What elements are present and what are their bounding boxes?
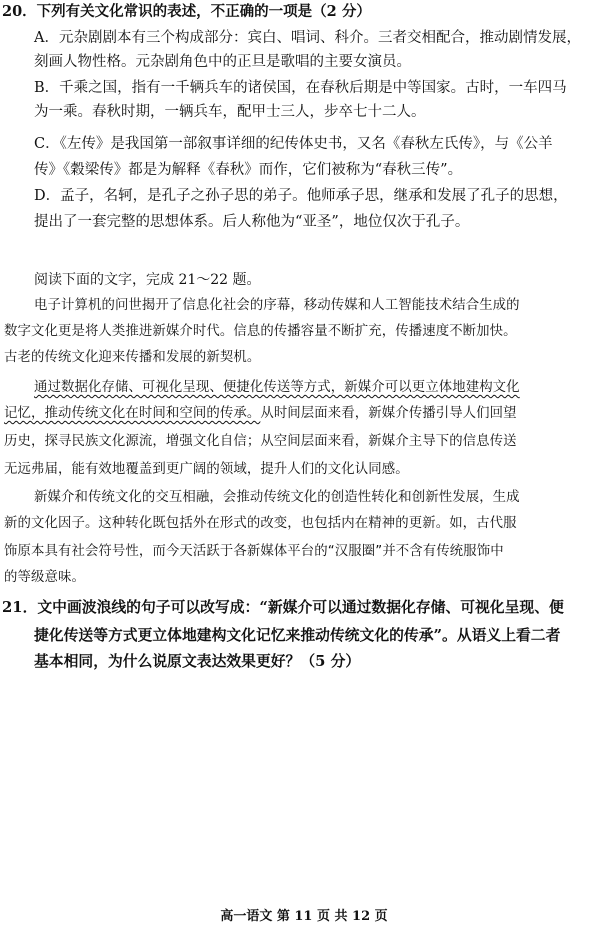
page-footer: 高一语文 第 11 页 共 12 页 (220, 909, 388, 924)
reading-intro: 阅读下面的文字，完成 21～22 题。 (34, 272, 261, 288)
passage-p1-line-2: 数字文化更是将人类推进新媒介时代。信息的传播容量不断扩充，传播速度不断加快。 (4, 324, 517, 339)
passage-p2-line-3: 历史，探寻民族文化源流，增强文化自信；从空间层面来看，新媒介主导下的信息传送 (4, 434, 517, 449)
question-21-line-2: 捷化传送等方式更立体地建构文化记忆来推动传统文化的传承”。从语义上看二者 (34, 627, 561, 644)
passage-p3-line-1: 新媒介和传统文化的交互相融，会推动传统文化的创造性转化和创新性发展，生成 (34, 490, 520, 505)
passage-p1-line-1: 电子计算机的问世揭开了信息化社会的序幕，移动传媒和人工智能技术结合生成的 (34, 298, 520, 313)
option-a-line-2: 刻画人物性格。元杂剧角色中的正旦是歌唱的主要女演员。 (34, 54, 411, 70)
passage-p2-line-2-rest: 从时间层面来看，新媒介传播引导人们回望 (260, 406, 517, 421)
question-21-line-3: 基本相同，为什么说原文表达效果更好？（5 分） (34, 653, 361, 670)
option-a-line-1: A．元杂剧剧本有三个构成部分：宾白、唱词、科介。三者交相配合，推动剧情发展， (34, 30, 581, 46)
option-b-line-1: B．千乘之国，指有一千辆兵车的诸侯国，在春秋后期是中等国家。古时，一车四马 (34, 80, 567, 96)
wavy-underlined-sentence-end: 记忆，推动传统文化在时间和空间的传承。 (4, 406, 261, 421)
passage-p3-line-4: 的等级意味。 (4, 570, 85, 585)
passage-p2-line-2 (4, 404, 517, 424)
option-b-line-2: 为一乘。春秋时期，一辆兵车，配甲士三人，步卒七十二人。 (34, 104, 426, 120)
passage-p3-line-3: 饰原本具有社会符号性，而今天活跃于各新媒体平台的“汉服圈”并不含有传统服饰中 (4, 544, 504, 559)
option-d-line-2: 提出了一套完整的思想体系。后人称他为“亚圣”，地位仅次于孔子。 (34, 214, 470, 230)
option-c-line-2: 传》《穀梁传》都是为解释《春秋》而作，它们被称为“春秋三传”。 (34, 162, 463, 178)
passage-p2-line-4: 无远弗届，能有效地覆盖到更广阔的领域，提升人们的文化认同感。 (4, 462, 409, 477)
option-c-line-1: C．《左传》是我国第一部叙事详细的纪传体史书，又名《春秋左氏传》，与《公羊 (34, 136, 553, 152)
option-d-line-1: D．孟子，名轲，是孔子之孙子思的弟子。他师承子思，继承和发展了孔子的思想， (34, 188, 568, 204)
passage-p1-line-3: 古老的传统文化迎来传播和发展的新契机。 (4, 350, 261, 365)
question-20-title: 20．下列有关文化常识的表述，不正确的一项是（2 分） (2, 3, 371, 20)
passage-p2-line-1-wavy: 通过数据化存储、可视化呈现、便捷化传送等方式，新媒介可以更立体地建构文化 (34, 380, 520, 395)
question-21-line-1: 21．文中画波浪线的句子可以改写成：“新媒介可以通过数据化存储、可视化呈现、便 (2, 599, 564, 616)
passage-p3-line-2: 新的文化因子。这种转化既包括外在形式的改变，也包括内在精神的更新。如，古代服 (4, 516, 517, 531)
